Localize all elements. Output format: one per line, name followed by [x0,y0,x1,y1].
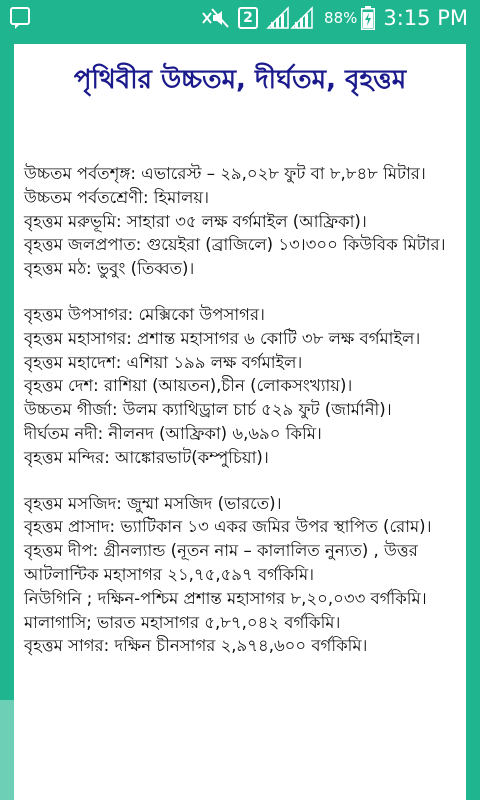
fact-line: বৃহত্তম মন্দির: আঙ্কোরভাট(কম্পুচিয়া)। [24,447,269,467]
page-title: পৃথিবীর উচ্চতম, দীর্ঘতম, বৃহত্তম [73,65,407,95]
signal-bars-icon [266,6,316,30]
fact-line: বৃহত্তম দীপ: গ্রীনল্যান্ড (নূতন নাম – কালালিত নুন্যত) , উত্তর আটলান্টিক মহাসাগর ২১,৭৫,৫৯৭ বর্গকিমি। [24,541,418,584]
content-card [14,44,466,800]
fact-line: নিউগিনি ; দক্ষিন-পশ্চিম প্রশান্ত মহাসাগর ৮,২০,০৩৩ বর্গকিমি। [24,588,427,608]
fact-line: বৃহত্তম মসজিদ: জুম্মা মসজিদ (ভারতে)। [24,493,282,513]
fact-line: বৃহত্তম মহাসাগর: প্রশান্ত মহাসাগর ৬ কোটি ৩৮ লক্ষ বর্গমাইল। [24,328,421,348]
facts-body [24,162,460,658]
notification-icon [10,7,34,29]
fact-line: বৃহত্তম প্রাসাদ: ভ্যাটিকান ১৩ একর জমির উপর স্থাপিত (রোম)। [24,517,432,537]
paragraph-gap [24,470,460,492]
fact-line: বৃহত্তম জলপ্রপাত: গুয়েইরা (ব্রাজিলে) ১৩।৩০০ কিউবিক মিটার। [24,235,446,255]
clock: 3:15 PM [383,6,468,30]
fact-line: বৃহত্তম মহাদেশ: এশিয়া ১৯৯ লক্ষ বর্গমাইল। [24,352,303,372]
battery-charging-icon [361,6,375,30]
fact-line: উচ্চতম পর্বতশৃঙ্গ: এভারেস্ট – ২৯,০২৮ ফুট বা ৮,৮৪৮ মিটার। [24,164,426,183]
paragraph-gap [24,281,460,303]
fact-line: বৃহত্তম সাগর: দক্ষিন চীনসাগর ২,৯৭৪,৬০০ বর্গকিমি। [24,636,368,656]
status-bar [0,0,480,36]
fact-line: মালাগাসি; ভারত মহাসাগর ৫,৮৭,০৪২ বর্গকিমি। [24,612,341,632]
fact-line: বৃহত্তম দেশ: রাশিয়া (আয়তন),চীন (লোকসংখ্যায়)। [24,376,353,396]
sim-badge: 2 [238,7,258,29]
fact-line: বৃহত্তম মরুভূমি: সাহারা ৩৫ লক্ষ বর্গমাইল (আফ্রিকা)। [24,211,367,231]
mute-x-icon [200,7,230,29]
background-accent [0,700,14,800]
fact-line: উচ্চতম পর্বতশ্রেণী: হিমালয়। [24,187,210,207]
fact-line: বৃহত্তম মঠ: ভুবুং (তিব্বত)। [24,259,195,279]
fact-line: দীর্ঘতম নদী: নীলনদ (আফ্রিকা) ৬,৬৯০ কিমি। [24,423,322,443]
fact-line: বৃহত্তম উপসাগর: মেক্সিকো উপসাগর। [24,304,265,324]
battery-percent: 88% [324,9,358,27]
fact-line: উচ্চতম গীর্জা: উলম ক্যাথিড্রাল চার্চ ৫২৯ ফুট (জার্মানী)। [24,400,392,420]
